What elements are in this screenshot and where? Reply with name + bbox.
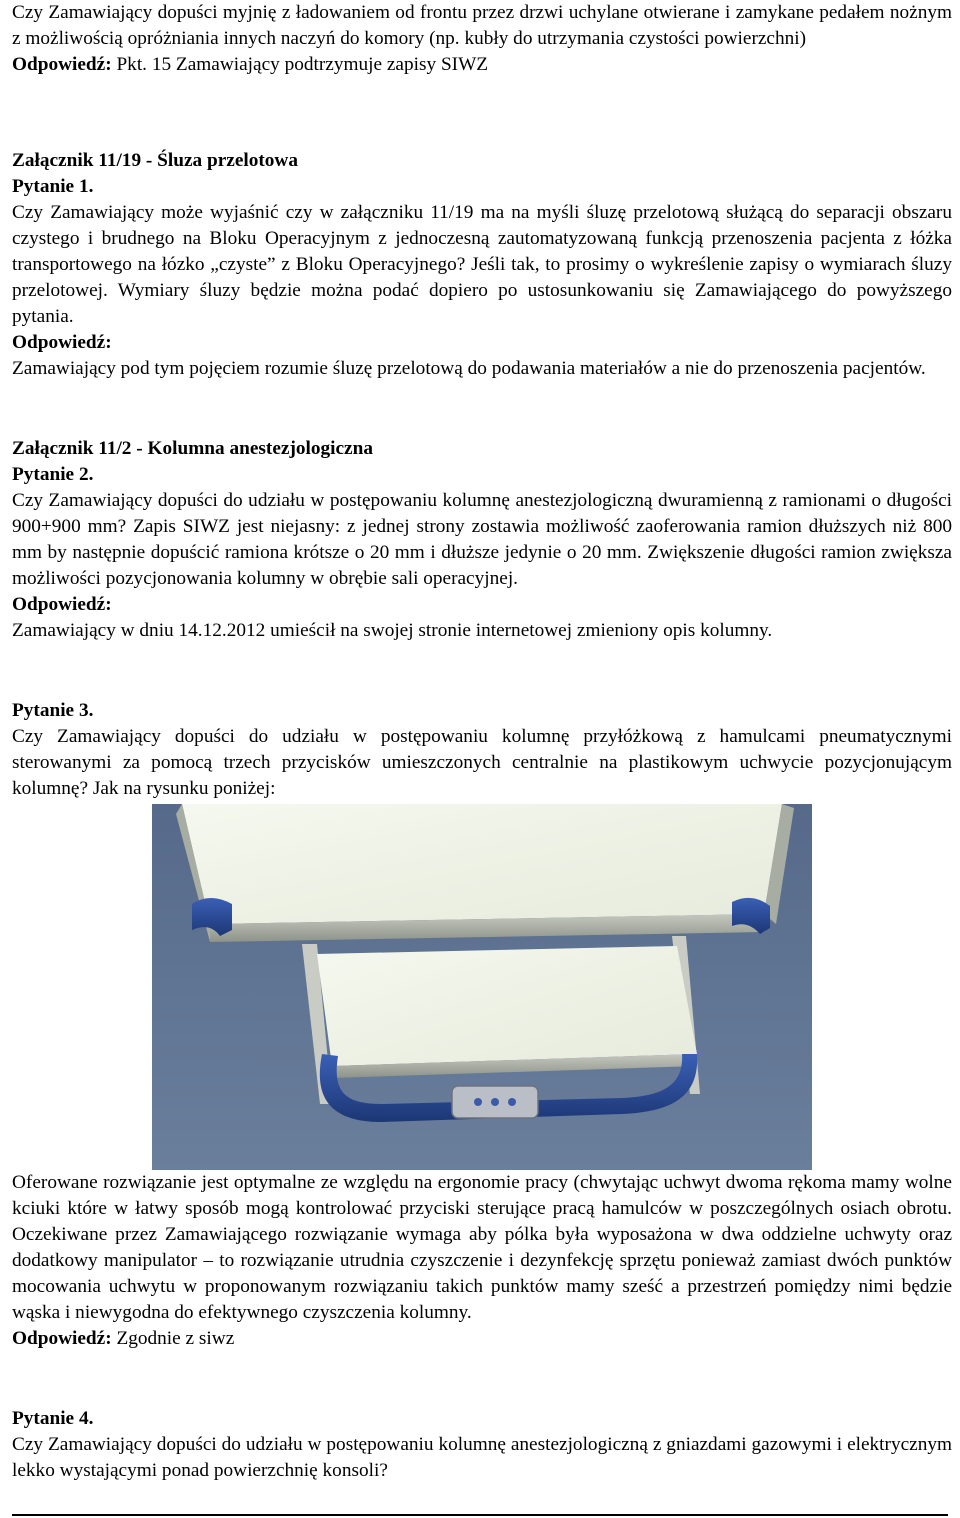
lower-shelf [317,946,697,1078]
section-1 [12,148,952,382]
brake-button-icon [508,1098,516,1106]
brake-button-icon [491,1098,499,1106]
section-heading: Załącznik 11/2 - Kolumna anestezjologiczna [12,438,373,459]
upper-shelf [176,804,794,942]
section-3 [12,698,952,802]
intro-question: Czy Zamawiający dopuści myjnię z ładowaniem od frontu przez drzwi uchylane otwierane i zamykane pedałem nożnym z możliwością opróżniania innych naczyń do komory (np. kubły do utrzymania czystości powierzchni) [12,2,952,49]
section-heading: Załącznik 11/19 - Śluza przelotowa [12,150,298,171]
question-label: Pytanie 3. [12,700,94,721]
question-label: Pytanie 2. [12,464,94,485]
answer-label: Odpowiedź: [12,332,112,353]
question-label: Pytanie 4. [12,1408,94,1429]
answer-label: Odpowiedź: [12,1328,112,1349]
section-4 [12,1406,952,1484]
answer-line [12,1326,952,1352]
answer-label: Odpowiedź: [12,594,112,615]
bottom-rule [12,1514,948,1516]
brake-button-icon [474,1098,482,1106]
shelf-handle-illustration [152,804,812,1170]
intro-answer [12,52,952,78]
section-2 [12,436,952,644]
question-text: Czy Zamawiający może wyjaśnić czy w załączniku 11/19 ma na myśli śluzę przelotową służącą do separacji obszaru czystego i brudnego na Bloku Operacyjnym z jednoczesną zautomatyzowaną funkcją przenoszenia pacjenta z łóżka transportowego na łózko „czyste” z Bloku Operacyjnego? Jeśli tak, to prosimy o wykreślenie zapisy o wymiarach śluzy przelotowej. Wymiary śluzy będzie można podać dopiero po ustosunkowaniu się Zamawiającego do powyższego pytania. [12,202,952,327]
section-3-continued [12,1170,952,1352]
explanation-paragraph: Oferowane rozwiązanie jest optymalne ze względu na ergonomie pracy (chwytając uchwyt dwoma rękoma mamy wolne kciuki które w łatwy sposób mogą kontrolować przyciski sterujące pracą hamulców w poszczególnych osiach obrotu. Oczekiwane przez Zamawiającego rozwiązanie wymaga aby pólka była wyposażona w dwa oddzielne uchwyty oraz dodatkowy manipulator – to rozwiązanie utrudnia czyszczenie i dezynfekcję sprzętu ponieważ zamiast dwóch punktów mocowania uchwytu w proponowanym rozwiązaniu takich punktów mamy sześć a przestrzeń pomiędzy nimi będzie wąska i niewygodna do efektywnego czyszczenia kolumny. [12,1172,952,1323]
question-text: Czy Zamawiający dopuści do udziału w postępowaniu kolumnę anestezjologiczną z gniazdami gazowymi i elektrycznym lekko wystającymi ponad powierzchnię konsoli? [12,1434,952,1481]
question-text: Czy Zamawiający dopuści do udziału w postępowaniu kolumnę przyłóżkową z hamulcami pneumatycznymi sterowanymi za pomocą trzech przycisków umieszczonych centralnie na plastikowym uchwycie pozycjonującym kolumnę? Jak na rysunku poniżej: [12,726,952,799]
answer-label: Odpowiedź: [12,54,112,75]
intro-block [12,0,952,78]
question-text: Czy Zamawiający dopuści do udziału w postępowaniu kolumnę anestezjologiczną dwuramienną z ramionami o długości 900+900 mm? Zapis SIWZ jest niejasny: z jednej strony zostawia możliwość zaoferowania ramion dłuższych niż 800 mm by następnie dopuścić ramiona krótsze o 20 mm i dłuższe jedynie o 20 mm. Zwiększenie długości ramion zwiększa możliwości pozycjonowania kolumny w obrębie sali operacyjnej. [12,490,952,589]
answer-text: Zgodnie z siwz [111,1328,235,1349]
illustration-svg [152,804,812,1170]
question-label: Pytanie 1. [12,176,94,197]
answer-text: Pkt. 15 Zamawiający podtrzymuje zapisy SIWZ [111,54,489,75]
answer-text: Zamawiający w dniu 14.12.2012 umieścił na swojej stronie internetowej zmieniony opis kolumny. [12,620,773,641]
answer-text: Zamawiający pod tym pojęciem rozumie śluzę przelotową do podawania materiałów a nie do przenoszenia pacjentów. [12,358,926,379]
